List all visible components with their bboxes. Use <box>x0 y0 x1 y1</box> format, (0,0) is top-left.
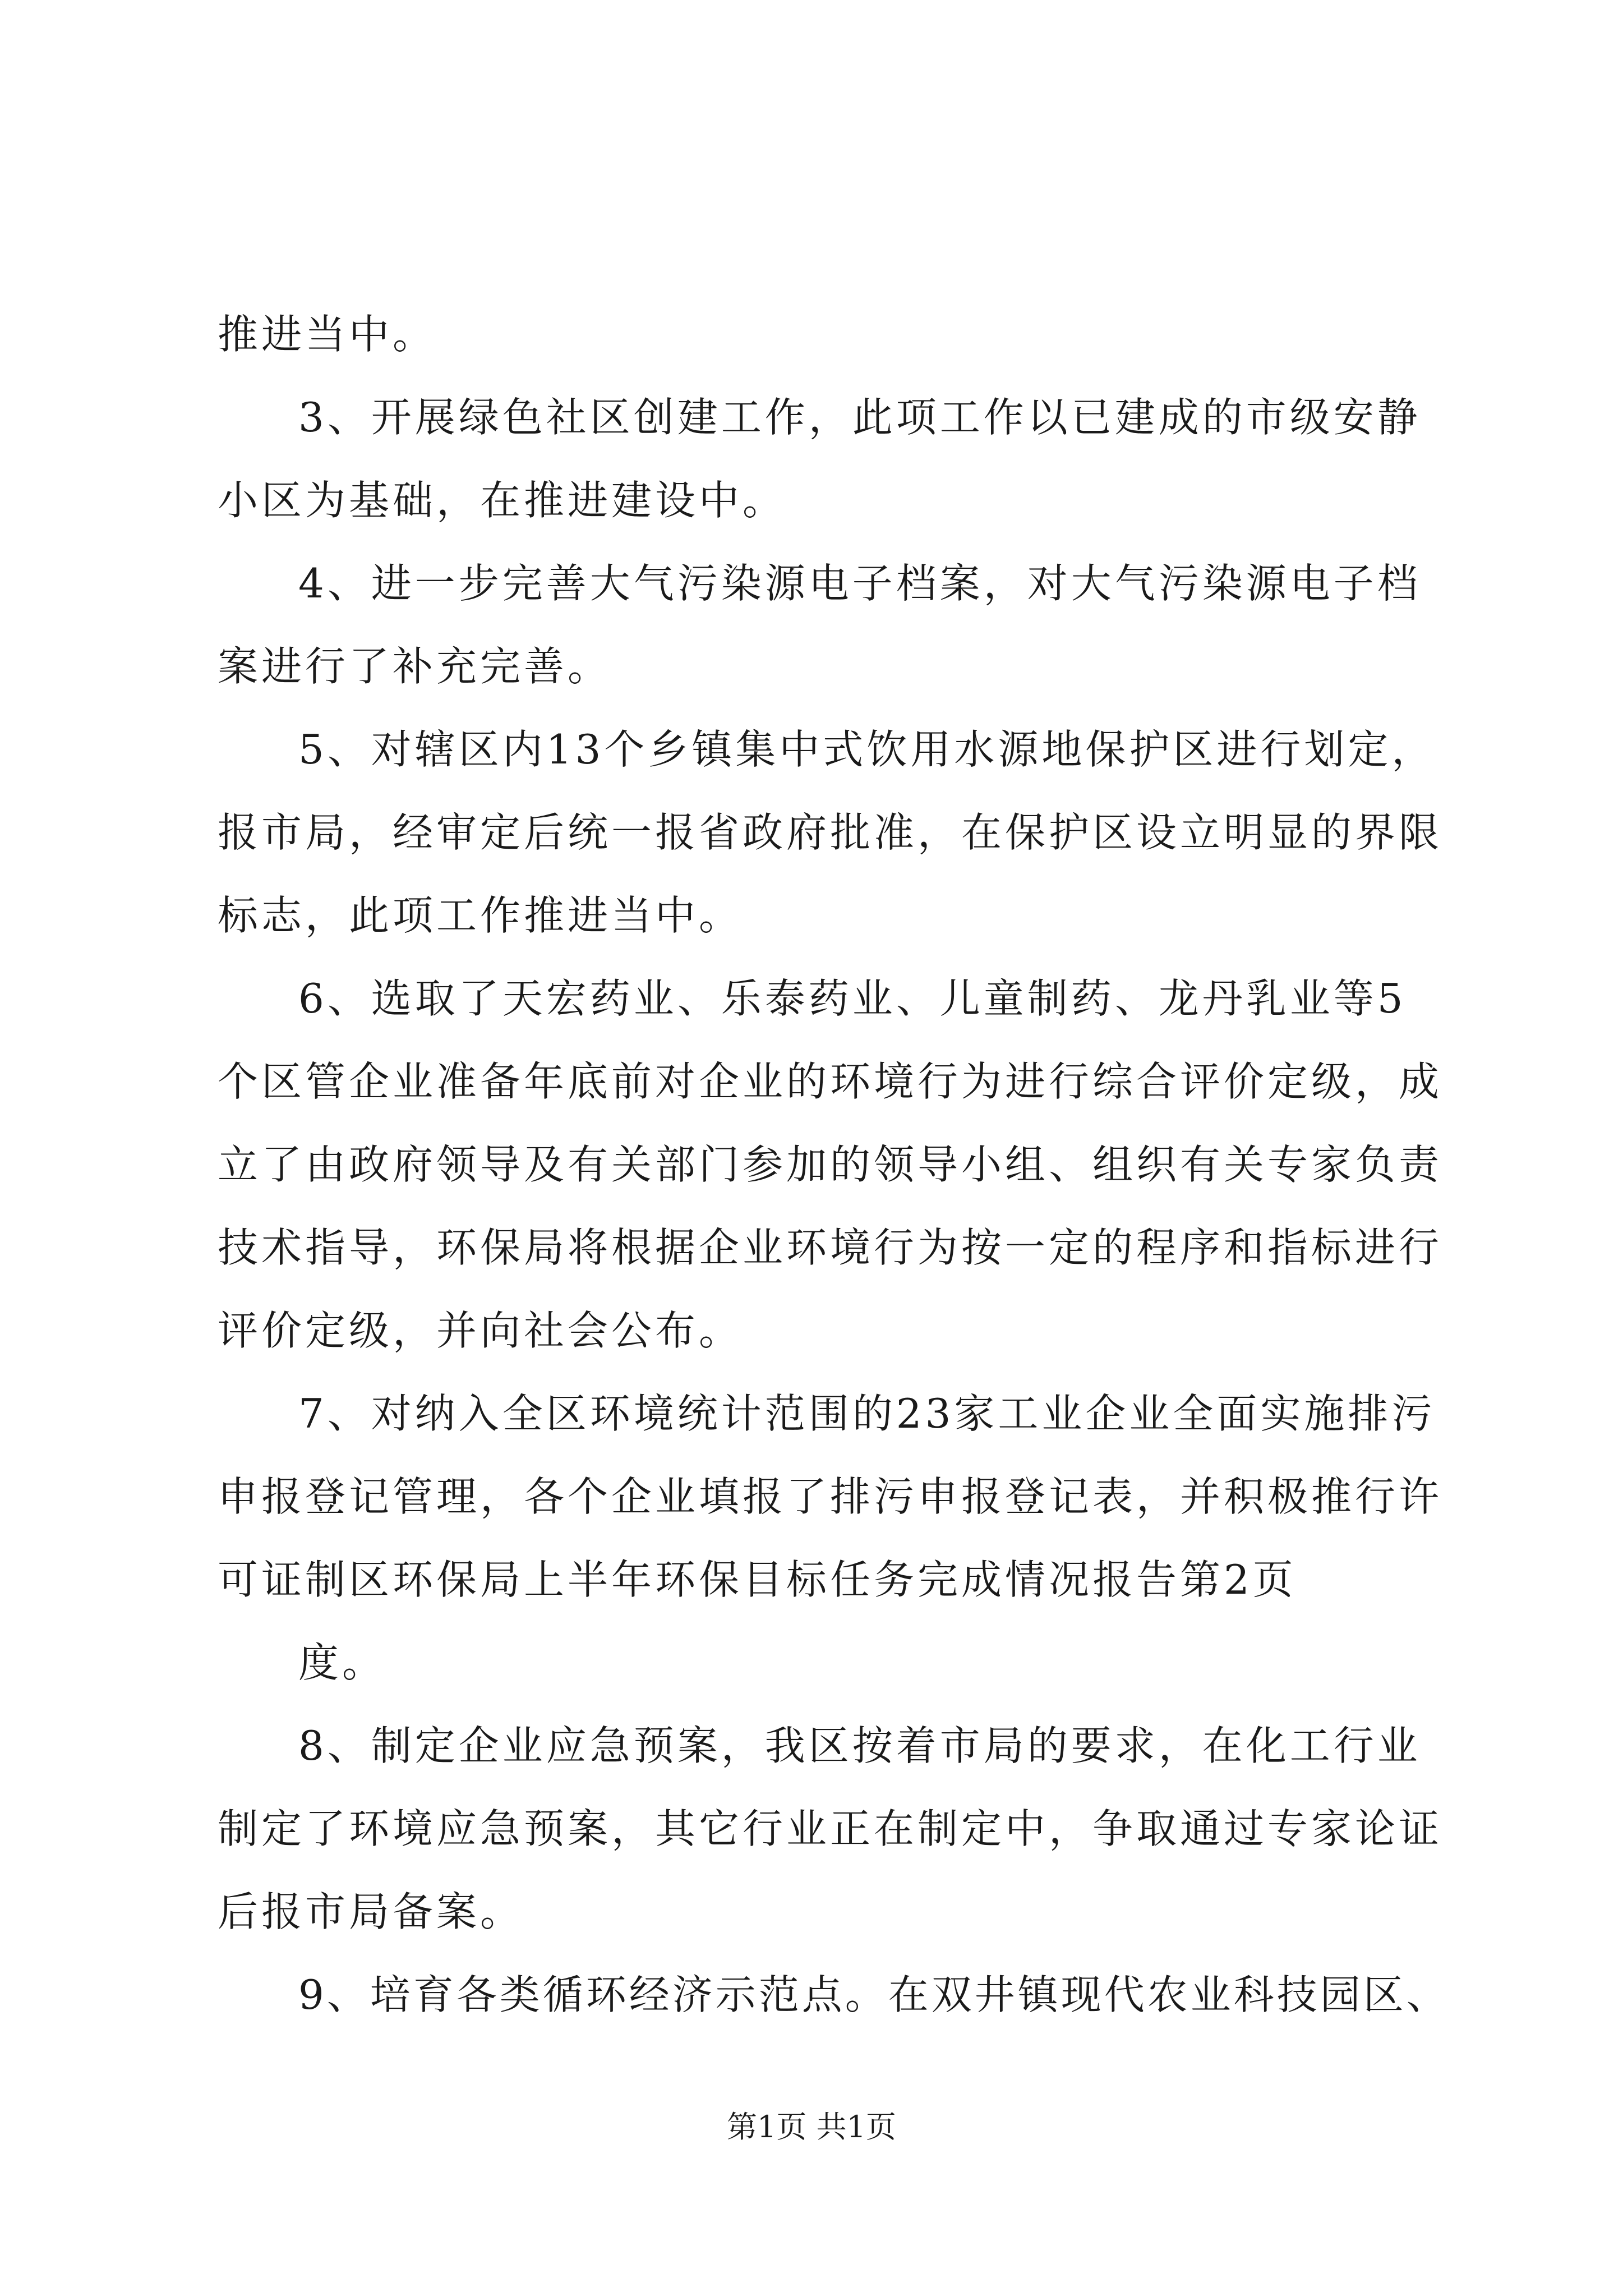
text-line: 3、开展绿色社区创建工作，此项工作以已建成的市级安静 <box>298 394 1421 441</box>
text-line: 评价定级，并向社会公布。 <box>218 1307 743 1354</box>
text-line: 小区为基础，在推进建设中。 <box>218 477 787 524</box>
text-line: 立了由政府领导及有关部门参加的领导小组、组织有关专家负责 <box>218 1141 1443 1188</box>
text-line: 案进行了补充完善。 <box>218 643 612 690</box>
text-line: 申报登记管理，各个企业填报了排污申报登记表，并积极推行许 <box>218 1473 1443 1520</box>
text-line: 制定了环境应急预案，其它行业正在制定中，争取通过专家论证 <box>218 1805 1443 1852</box>
text-line: 6、选取了天宏药业、乐泰药业、儿童制药、龙丹乳业等5 <box>298 975 1407 1022</box>
text-line: 9、培育各类循环经济示范点。在双井镇现代农业科技园区、 <box>298 1971 1450 2018</box>
text-line: 4、进一步完善大气污染源电子档案，对大气污染源电子档 <box>298 560 1421 607</box>
text-line: 7、对纳入全区环境统计范围的23家工业企业全面实施排污 <box>298 1390 1436 1437</box>
text-line: 后报市局备案。 <box>218 1888 524 1935</box>
page-footer: 第1页 共1页 <box>727 2109 896 2145</box>
text-line: 标志，此项工作推进当中。 <box>218 892 743 939</box>
text-line: 5、对辖区内13个乡镇集中式饮用水源地保护区进行划定， <box>298 726 1436 773</box>
text-line: 报市局，经审定后统一报省政府批准，在保护区设立明显的界限 <box>218 809 1443 856</box>
text-line: 8、制定企业应急预案，我区按着市局的要求，在化工行业 <box>298 1722 1421 1769</box>
text-line: 可证制区环保局上半年环保目标任务完成情况报告第2页 <box>218 1556 1297 1603</box>
text-line: 技术指导，环保局将根据企业环境行为按一定的程序和指标进行 <box>218 1224 1443 1271</box>
text-line: 推进当中。 <box>218 311 437 358</box>
text-line: 度。 <box>298 1639 386 1686</box>
text-line: 个区管企业准备年底前对企业的环境行为进行综合评价定级，成 <box>218 1058 1443 1105</box>
